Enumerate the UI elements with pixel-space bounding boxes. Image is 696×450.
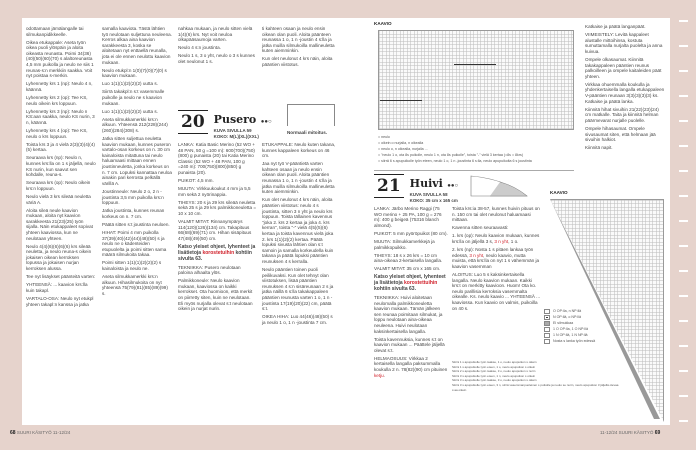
- paragraph: VARTALO-OSA: Neulo nyt etukpl yhteen takapl:n kanssa ja jatka: [26, 295, 94, 307]
- paragraph: ETUKAPPALE: Neulo kuten takana, kunnes kappaleen korkeus on 46 cm.: [262, 142, 336, 159]
- text: , 1 o.: [508, 238, 519, 244]
- legend-text: N OP:llä, o NP:llä: [553, 315, 581, 319]
- paragraph: ALOITUS: Luo 5 s kaksinkertaisella langalla. Neulo kaavion mukaan. Kaikki krs:t on merkitty kaavioon. Huom! Ota ko. neulo parillisia kerroksia vasemmalta oikealle. Ks. neulo kaavio ... YHTEENSÄ ... kaaviossa. Kun kaavio on valmis, puikoilla on 40 s.: [452, 271, 541, 311]
- paragraph: Kun olet neulonut 4 krs näin, aloita pääntien viistotus: neulo 4 s joustinta, sitten 3 n yht ja neulo krs loppuun. Toista tällainen kavennus "joka 2. krs 2 kertaa ja joka 4. krs kerran", toista "-" vielä 4(5)(5)(6) kertaa ja toista kavennus vielä joka 2. krs 1(1)(2)(2) kertaa. Päätä lopuksi sivusta lähtien olan s:t samoin ja samalla korkeudella kuin takana ja päätä lopuksi pääntien reunuksen 4 s kerralla.: [262, 197, 334, 264]
- pattern-20-column-b: [262, 142, 336, 328]
- general-instructions-note: [374, 274, 448, 292]
- paragraph: Neulo 4 s:n joustinta.: [178, 45, 221, 51]
- legend-item: Siirrä 1 s apupuikolle työn taakse, 1 o, neulo apupuikon s oikein: [452, 360, 537, 364]
- paragraph: Luo 1(1)(1)(2)(2)(2) uutta s.: [102, 81, 158, 87]
- text: .: [383, 372, 385, 378]
- size-info: KOKO: 35 cm x 165 cm: [409, 198, 458, 203]
- paragraph: PUIKOT: 4,5 mm.: [178, 178, 214, 184]
- left-column-2: [102, 26, 172, 299]
- paragraph: Toista kavennuksia, kunnes s:t on kaavion mukaan ... Päättele jäljellä olevat s:t.: [374, 336, 445, 353]
- paragraph: Neulo etukpl:n 1(0)(7)(0)(7)(0) s kaavion mukaan.: [102, 67, 167, 79]
- text: 2. krs (np): Nosta 1 s pitäen lankaa työn edessä,: [452, 247, 534, 258]
- legend-item: = siirrä 6 s apupuikolle työn eteen, neulo 1 o, 1 n -joustinta 6 s:lla, neulo apupuikolta 6 s joustinta: [378, 159, 532, 163]
- chart-marker-line: [380, 100, 422, 101]
- legend-item: [544, 338, 606, 344]
- pattern-21-column-b: [452, 206, 540, 314]
- edge-tab: [679, 370, 688, 372]
- left-folio: [10, 430, 70, 436]
- paragraph: Poimi sitten 1(1)(1)(2)(2)(2) s kainaloista ja neulo ne.: [102, 260, 162, 272]
- paragraph: Neulo pääntien toinen puoli peilikuvaksi. Kun olet tehnyt olan viistotuksen, lisää pääntien reunuksen 4 s:n sisäreunaan 2 s ja jatka näillä 6 s:lla takakappaleen pääntien reunusta varten 1 o, 1 n -joustinta 17(19)(20)(22) cm, päätä s:t.: [262, 266, 334, 312]
- paragraph: Tee nyt lisäykset päänteitä varten:: [26, 274, 96, 280]
- legend-item: Siirrä 2 s apupuikolle työn taakse, 3 o, neulo apupuikon s nurin: [452, 369, 536, 374]
- photo-reference: KUVA SIVULLA 59: [213, 128, 252, 133]
- paragraph: Aseta silmukkamerkki krs:n alkuun. Yhteensä 212(228)(244)(260)(284)(308) s.: [102, 116, 168, 133]
- right-column: [585, 24, 665, 153]
- paragraph: Oikea etukappale: Aseta työn oikea puoli ylöspäin ja aloita oikeasta reunasta. Poimi 34(36)(40)(50)(60)(70) s alaltoreunasta 4,5 mm puikolla ja neulo ne siis 1 reunas-s:n merkkiin saakka. Voit nyt poistaa s-merkin.: [26, 39, 94, 79]
- paragraph: Joustinneule: Neulo 2 o, 2 n -joustinta 3,5 mm puikolla krs:n loppuun.: [102, 188, 164, 206]
- paragraph: Ompele hihasaumat. Ompele sivusaumat siten, että helmaan jää sivuihin halkiot.: [585, 126, 656, 143]
- paragraph: samalla kaaviota. Tästä lähtien työ neulotaan suljettuna neuleena. Kerros alkaa aina kaavion sarakkeesta 3, koska se aloitetaan nyt enttaellä reunalla, jota ei ole ennen neulottu kaavion mukaan.: [102, 26, 172, 65]
- paragraph: Siirrä takakpl:n s:t vasemmalle puikolle ja neulo ne s kaavion mukaan.: [102, 89, 165, 106]
- edge-tab: [679, 270, 688, 272]
- paragraph: Jatka sitten suljettua neuletta kaavion mukaan, kunnes puseron vartalo-osan korkeus on n. 30 cm kainaloista mitattuna tai neulo haluamaasi mittaan ennen joustinneuletta, jonka korkeus on n. 7 cm. Lopuksi kannattaa neuloa ainakin pari kerrosta pelkällä värillä A.: [102, 136, 172, 186]
- legend-item: = neulo o, n oikealla, nurjalla ...: [378, 147, 428, 151]
- paragraph: TIHEYS: 20 s ja 29 krs sileää neuletta sekä 25 s ja 29 krs palmikkoneuletta = 10 x 10 cm.: [178, 199, 257, 217]
- knit-symbol-icon: [544, 309, 550, 314]
- legend-text: Ei silmukkaa: [553, 321, 574, 325]
- note-text: kohtiin sivulta 63.: [178, 250, 252, 262]
- legend-text: O OP:lla, n NP:llä: [553, 309, 582, 313]
- note-highlight: korostetuihin: [202, 250, 235, 256]
- paragraph: Kavenna sitten seuraavasti:: [452, 225, 509, 231]
- legend-text: 1 O OP:lla, 1 O NP:llä: [553, 327, 588, 331]
- paragraph: MUUTA: Virkkuukoukut 4 mm ja 5,5 mm sekä 2 nyörinappia.: [178, 186, 251, 197]
- paragraph: Aseta silmukkamerkki krs:n alkuun. Hihasilmukoita on nyt yhteensä 75(79)(81)(85)(89)(99) s.: [102, 274, 168, 296]
- paragraph: Virkkaa ohuemmalla koukulla ja yhdenkertaisella langalla etukappaleen V-pääntien reunaan 3(3)(3)(3)(3) ks. Katkaise ja päätä lanka.: [585, 81, 665, 104]
- sweater-diagram: [287, 104, 335, 126]
- paragraph: Seuraava krs (np): Neulo n, kunnes krs:lla on 1 s jäljellä, neulo KS nurin, kun saavut sen kohdalle, reuna-s.: [26, 155, 96, 178]
- diagram-caption: Normaali mitoitus.: [286, 130, 328, 135]
- paragraph: Neulo 1 s, 3 o yht, neulo o 3 s kunnes olet neulonut 1 s.: [178, 53, 255, 64]
- edge-tab: [679, 395, 688, 397]
- edge-tab: [679, 195, 688, 197]
- legend-item: = oikein o nurjalla, n oikealla: [378, 141, 424, 145]
- note-highlight: korostettuihin: [404, 280, 438, 287]
- magazine-issue: SUURI KÄSITYÖ 11-12/24: [16, 430, 71, 435]
- difficulty-rating: ●●○: [260, 119, 272, 125]
- paragraph: Toista krs:ia 38-57, kunnes huivin pituus on n. 150 cm tai olet neulonut haluamaasi mittaan.: [452, 206, 540, 223]
- paragraph: TEKNIIKKA: Pusero neulotaan paloina alhaalta ylös.: [178, 264, 241, 276]
- pattern-20-column-a: [178, 142, 256, 314]
- edge-tab: [679, 220, 688, 222]
- edge-tab: [679, 295, 688, 297]
- slip-stitch-symbol-icon: [544, 339, 550, 344]
- paragraph: Palmikkoneule: Neulo kaavion mukaan, kaaviossa on kaikki kerrokset. Ota huomioon, että merkit on piirretty siten, kuin ne neulotaan. Eli myös nurjalla olevat s:t neulotaan oikein ja nurjat nurin.: [178, 278, 253, 312]
- edge-tab: [679, 345, 688, 347]
- chart-2-label: KAAVIO: [550, 190, 568, 195]
- left-column-3-top: [178, 26, 256, 67]
- edge-tab: [679, 120, 688, 122]
- paragraph: Jatka joustinta, kunnes reunan korkeus on n. 7 cm.: [102, 208, 165, 219]
- paragraph: Seuraava krs (op): Neulo oikein krs:n loppuun.: [26, 180, 91, 191]
- edge-tab: [679, 145, 688, 147]
- highlight: 3 n yht: [469, 252, 484, 258]
- paragraph: Katkaise ja päätä langanpäät.: [585, 24, 646, 29]
- divider: [374, 170, 574, 171]
- no-stitch-symbol-icon: [544, 321, 550, 326]
- edge-tab-strip: [670, 0, 696, 450]
- photo-reference: KUVA SIVULLA 58: [409, 192, 448, 197]
- paragraph: Lyhennetty krs 1 (np): Neulo 4 n, käännä.: [26, 81, 93, 92]
- paragraph: Kiinnitä napit.: [585, 145, 613, 151]
- paragraph: MUUTA: Silmukkamerkkejä ja palmikkopuikko.: [374, 238, 435, 250]
- edge-tab: [679, 170, 688, 172]
- paragraph: Aloita sileä neule kaavion mukaan, aloita nyt kaavion sarakkeesta 21(23)(25) työn sijalla. Näin etukappaleet sopivat yhteen kaaviossa, kun ne neulotaan yhteen.: [26, 207, 93, 241]
- pattern-20-header: [178, 110, 272, 140]
- paragraph: Ompele olkasaumat. Kiinnitä takakappaleen pääntien reunus palkoilleen ja ompele kaitaleiden päät yhteen.: [585, 56, 662, 79]
- paragraph: Neulo 4(4)(6)(6)(6)(6) krs sileää neuletta, ja neulo reuna-s oikein jokaisen oikean kerroksen lopussa ja jokaisen nurjan kerroksen alussa.: [26, 243, 92, 272]
- left-column-4-top: [262, 26, 336, 70]
- size-info: KOKO: M(L)(XL)(XXL): [213, 134, 259, 139]
- chart-marker-line: [454, 64, 496, 65]
- edge-tab: [679, 45, 688, 47]
- pattern-title: Huivi: [409, 177, 443, 190]
- paragraph: TEKNIIKKA: Huivi aloitetaan neulomalla palmikkoneuletta kaavion mukaan. Tämän jälkeen sen reunaa poimitaan silmukat, ja loppu neulotaan aina-oikeaa neuleena. Huivi neulotaan kaksinkertaisella langalla.: [374, 294, 443, 334]
- increase-purl-symbol-icon: [544, 333, 550, 338]
- text: 1. krs (op): Neulo kaavion mukaan, kunnes krs:lla on jäljellä 3 s,: [452, 233, 540, 244]
- right-folio: [600, 430, 660, 436]
- knitting-chart-1: [378, 30, 574, 130]
- paragraph: [452, 233, 540, 244]
- note-text: Katso yleiset ohjeet, lyhenteet ja lisätietoja: [178, 244, 256, 256]
- edge-tab: [679, 420, 688, 422]
- paragraph: YHTEENSÄ: ... kaavion krs:lla kuin takapl.: [26, 282, 88, 293]
- pattern-21-header: [374, 174, 458, 204]
- note-text: kohtiin sivulta 63.: [374, 286, 416, 293]
- legend-item: = neulo: [378, 135, 390, 139]
- purl-symbol-icon: [544, 315, 550, 320]
- paragraph: VIIMEISTELY: Levitä kappaleet alustalle mittoihinsa, kostuta sumuttamalla nurjalta puolelta ja anna kuivua.: [585, 32, 663, 54]
- note-text: Katso yleiset ohjeet, lyhenteet ja lisätietoja: [374, 274, 446, 287]
- cable-legend: [452, 360, 624, 392]
- paragraph: nahkaa mukaan, ja neulo sitten vielä 1(4)(6) krs. Nyt voit neuloa olkapääsaumoja varten.: [178, 26, 253, 43]
- legend-item: Siirrä 3 s apupuikolle työn eteen, 1 n, neulo apupuikon s oikein: [452, 373, 536, 378]
- legend-item: Siirrä 3 s apupuikolle työn eteen, 3 n, siirrä vasemmanpuoleinen s puikolle ja neulo se nurin, neulo apupuikon 3 jäljellä olevaa s:aa oikein: [452, 382, 619, 392]
- legend-item: Siirrä 1 s apupuikolle työn eteen, 1 o, neulo apupuikon s oikein: [452, 364, 536, 369]
- page-number: 69: [654, 430, 661, 436]
- general-instructions-note: [178, 244, 256, 262]
- text: , neulo kaavio, mutta muista, että krs:lla on nyt 1 s vähemmän ja kaavion vasemman: [452, 252, 540, 269]
- paragraph: VALMIT MITAT: Rinnanympärys 114(120)(126)(134) cm. Takapituus 66(68)(69)(71) cm. Hihan sisäpituus 47(48)(49)(50) cm.: [178, 219, 252, 241]
- difficulty-rating: ●●○: [447, 183, 459, 189]
- paragraph: Kiinnitä hihat sivuihin 21(22)(23)(24) cm matkalle. Taita ja kiinnitä helman päärmevarat nurjalle puolelle.: [585, 106, 659, 123]
- edge-tab: [679, 20, 688, 22]
- legend-text: 1 N OP:llä, 1 N NP:llä: [553, 333, 588, 337]
- paragraph: Päätä sitten s:t joustinta neuloen.: [102, 221, 170, 227]
- paragraph: LANKA: Katia Basic Merino (52 WO + 48 PAN, 50 g =100 m): 600(700)(750)(800) g punaista (20) tai Katia Merino Classic (52 WO + 48 PAN, 100 g =240 m): 700(750)(800)(850) g punaista (20).: [178, 142, 255, 175]
- legend-item: = "neulo 1 o, ota 8s puikolle, neulo 1 n, ota 8s puikolle", toista "-" vielä 3 kertaa (=8s = 8krs): [378, 153, 524, 157]
- chart-1-legend: [378, 134, 580, 164]
- increase-symbol-icon: [544, 327, 550, 332]
- magazine-issue: 11-12/24 SUURI KÄSITYÖ: [600, 430, 654, 435]
- edge-tab: [679, 245, 688, 247]
- right-page: [340, 18, 670, 425]
- edge-tab: [679, 70, 688, 72]
- paragraph: Toista krs 3 ja 4 vielä 2(3)(3)(4)(4)(5) kertaa.: [26, 141, 95, 153]
- paragraph: Luo 1(1)(1)(2)(2)(2) uutta s.: [102, 108, 158, 114]
- paragraph: Neulo vielä 3 krs sileää neuletta väriä A.: [26, 193, 91, 205]
- paragraph: PUIKOT: 5 mm pyöröpuikot (80 cm).: [374, 230, 448, 236]
- paragraph: odottamaan jämälangalle tai silmukanpidikkeelle.: [26, 26, 84, 37]
- paragraph: [452, 247, 540, 269]
- edge-tab: [679, 320, 688, 322]
- pattern-21-column-a: [374, 206, 448, 381]
- paragraph: ti kahteen osaan ja neulo ensin oikean olan puoli. Aloita päänteen reunassa 1 o, 1 n -joustin 4 s:lla ja jatka muilla silmukoilla mallineuletta kuten aiemminkin.: [262, 26, 335, 54]
- paragraph: Jaa nyt työ V-pääntietä varten kahteen osaan ja neulo ensin oikean olan puoli. Aloita pääntien reunassa 1 o, 1 n -joustin 4 s:lla ja jatka muilla silmukoilla mallineuletta kuten aiemminkin.: [262, 161, 335, 195]
- shawl-diagram: [470, 174, 528, 198]
- highlight: 3 n yht: [494, 238, 509, 244]
- page-number: 68: [10, 430, 16, 436]
- chart-2-legend: [544, 308, 606, 344]
- left-column-1: [26, 26, 96, 310]
- paragraph: TIHEYS: 18 s x 26 krs = 10 cm aina-oikeaa 2-kertaisella langalla.: [374, 252, 443, 264]
- pattern-title: Pusero: [213, 113, 257, 126]
- highlight: ketju: [374, 372, 384, 378]
- paragraph: VALMIT MITAT: 35 cm x 165 cm.: [374, 266, 441, 272]
- edge-tab: [679, 95, 688, 97]
- chart-1-label: KAAVIO: [374, 21, 392, 26]
- paragraph: Kun olet neulonut 4 krs näin, aloita pääntien viistotus.: [262, 56, 333, 68]
- paragraph: [374, 356, 448, 378]
- pattern-number: 21: [374, 174, 404, 198]
- paragraph: Lyhennetty krs 3 (np): Neulo n KS:aan saakka, neulo KS nurin, 3 n, käännä.: [26, 108, 95, 125]
- paragraph: LANKA: Järbo Merino Raggi (75 WO merino + 25 PA, 100 g = 276 m): 400 g beigeä (75316 blanch almond).: [374, 206, 442, 228]
- paragraph: Lyhennetty krs 4 (op): Tee KS, neulo o krs loppuun.: [26, 128, 88, 139]
- paragraph: HIHAT: Poimi 4 mm puikolla 37(39)(40)(42)(44)(48)(50) s ja neulo ne o kädenteiden etupuolelta ja poimi sitten sama määrä silmukoita takaa.: [102, 230, 167, 258]
- paragraph: Lyhennetty krs 2 (op): Tee KS, neulo oikein krs loppuun.: [26, 95, 88, 106]
- paragraph: OIKEA HIHA: Luo 44(46)(48)(50) s ja neulo 1 o, 1 n -joustinta 7 cm.: [262, 314, 333, 325]
- legend-text: Nosta s lanka työn edessä: [553, 339, 596, 343]
- text: HELMAOSUUS: Virkkaa 2 kertaisella langalla paksummalla koukulla 2 n. 78(82)(90) cm pituinen: [374, 355, 448, 373]
- left-page: [22, 18, 340, 425]
- pattern-number: 20: [178, 110, 208, 134]
- legend-item: Siirrä 3 s apupuikolle työn taakse, 3 o, neulo apupuikon s oikein: [452, 378, 537, 383]
